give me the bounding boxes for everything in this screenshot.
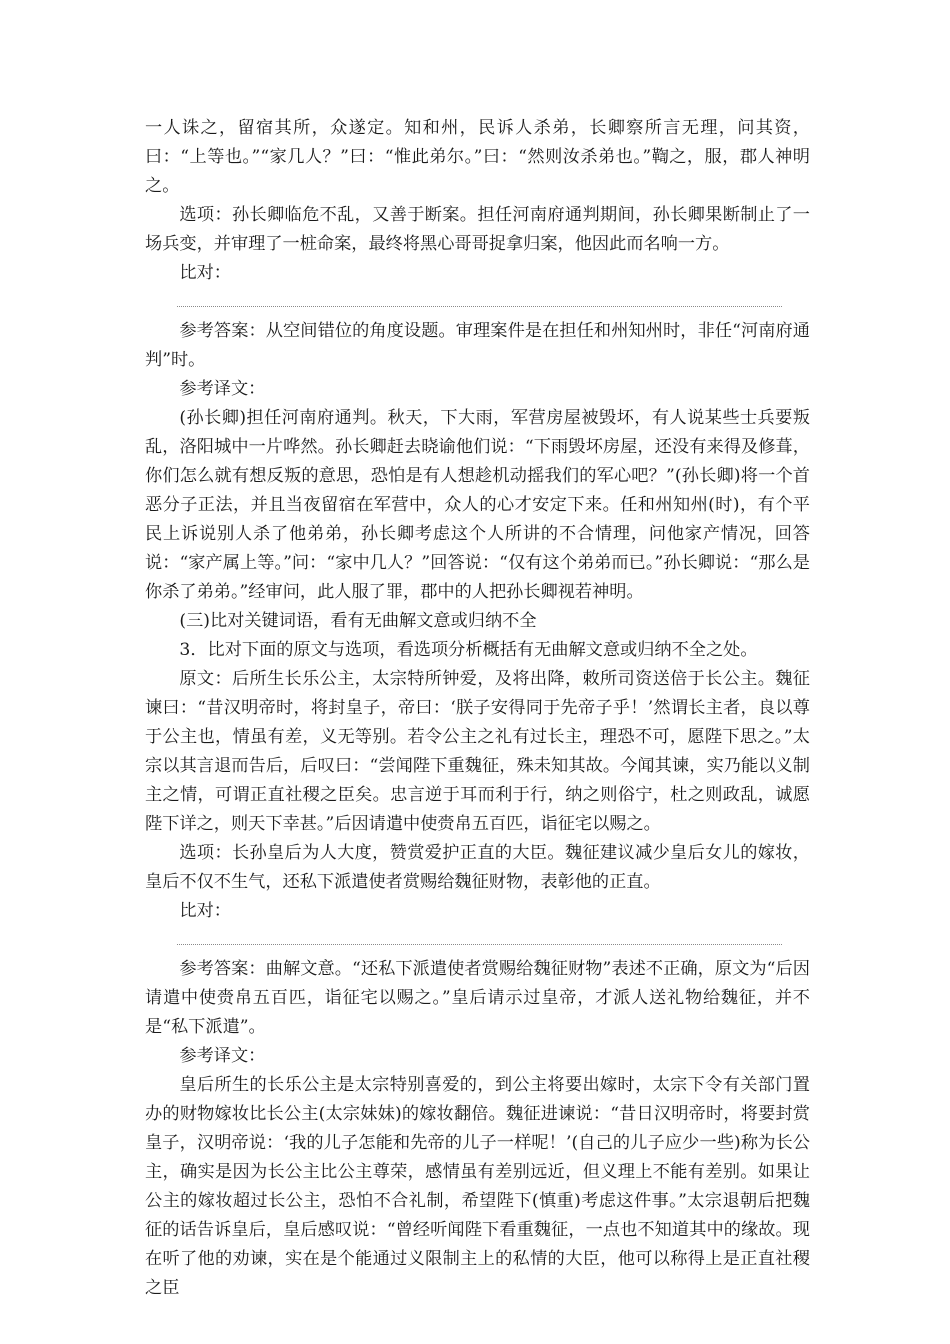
translation-label: 参考译文： [179,1046,266,1066]
question-prompt: 3．比对下面的原文与选项，看选项分析概括有无曲解文意或归纳不全之处。 [179,640,758,660]
answer-line[interactable] [177,944,782,945]
translation-text: 皇后所生的长乐公主是太宗特别喜爱的，到公主将要出嫁时，太宗下令有关部门置办的财物嫁妆比长公主(太宗妹妹)的嫁妆翻倍。魏征进谏说：“昔日汉明帝时，将要封赏皇子，汉明帝说：‘我的儿子怎能和先帝的儿子一样呢！’(自己的儿子应少一些)称为长公主，确实是因为长公主比公主尊荣，感情虽有差别远近，但义理上不能有差别。如果让公主的嫁妆超过长公主，恐怕不合礼制，希望陛下(慎重)考虑这件事。”太宗退朝后把魏征的话告诉皇后，皇后感叹说：“曾经听闻陛下看重魏征，一点也不知道其中的缘故。现在听了他的劝谏，实在是个能通过义限制主上的私情的大臣，他可以称得上是正直社稷之臣 [145,1075,810,1298]
reference-answer: 参考答案：曲解文意。“还私下派遣使者赏赐给魏征财物”表述不正确，原文为“后因请遣中使赍帛五百匹，诣征宅以赐之。”皇后请示过皇帝，才派人送礼物给魏征，并不是“私下派遣”。 [145,959,810,1037]
answer-line[interactable] [177,306,782,307]
translation-text: (孙长卿)担任河南府通判。秋天，下大雨，军营房屋被毁坏，有人说某些士兵要叛乱，洛阳城中一片哗然。孙长卿赶去晓谕他们说：“下雨毁坏房屋，还没有来得及修葺，你们怎么就有想反叛的意思，恐怕是有人想趁机动摇我们的军心吧？”(孙长卿)将一个首恶分子正法，并且当夜留宿在军营中，众人的心才安定下来。任和州知州(时)，有个平民上诉说别人杀了他弟弟，孙长卿考虑这个人所讲的不合情理，问他家产情况，回答说：“家产属上等。”问：“家中几人？”回答说：“仅有这个弟弟而已。”孙长卿说：“那么是你杀了弟弟。”经审问，此人服了罪，郡中的人把孙长卿视若神明。 [145,408,810,602]
reference-answer: 参考答案：从空间错位的角度设题。审理案件是在担任和州知州时，非任“河南府通判”时。 [145,321,810,370]
document-page [145,114,810,1303]
original-text: 原文：后所生长乐公主，太宗特所钟爱，及将出降，敕所司资送倍于长公主。魏征谏曰：“昔汉明帝时，将封皇子，帝曰：‘朕子安得同于先帝子乎！’然谓长主者，良以尊于公主也，情虽有差，义无等别。若令公主之礼有过长主，理恐不可，愿陛下思之。”太宗以其言退而告后，后叹曰：“尝闻陛下重魏征，殊未知其故。今闻其谏，实乃能以义制主之情，可谓正直社稷之臣矣。忠言逆于耳而利于行，纳之则俗宁，杜之则政乱，诚愿陛下详之，则天下幸甚。”后因请遣中使赍帛五百匹，诣征宅以赐之。 [145,669,810,834]
section-heading: (三)比对关键词语，看有无曲解文意或归纳不全 [179,611,537,631]
passage-excerpt: 一人诛之，留宿其所，众遂定。知和州，民诉人杀弟，长卿察所言无理，问其资，曰：“上等也。”“家几人？”曰：“惟此弟尔。”曰：“然则汝杀弟也。”鞫之，服，郡人神明之。 [145,118,810,196]
comparison-label: 比对： [179,901,231,921]
translation-label: 参考译文： [179,379,266,399]
comparison-label: 比对： [179,263,231,283]
option-statement: 选项：长孙皇后为人大度，赞赏爱护正直的大臣。魏征建议减少皇后女儿的嫁妆，皇后不仅不生气，还私下派遣使者赏赐给魏征财物，表彰他的正直。 [145,843,810,892]
option-statement: 选项：孙长卿临危不乱，又善于断案。担任河南府通判期间，孙长卿果断制止了一场兵变，并审理了一桩命案，最终将黑心哥哥捉拿归案，他因此而名响一方。 [145,205,810,254]
